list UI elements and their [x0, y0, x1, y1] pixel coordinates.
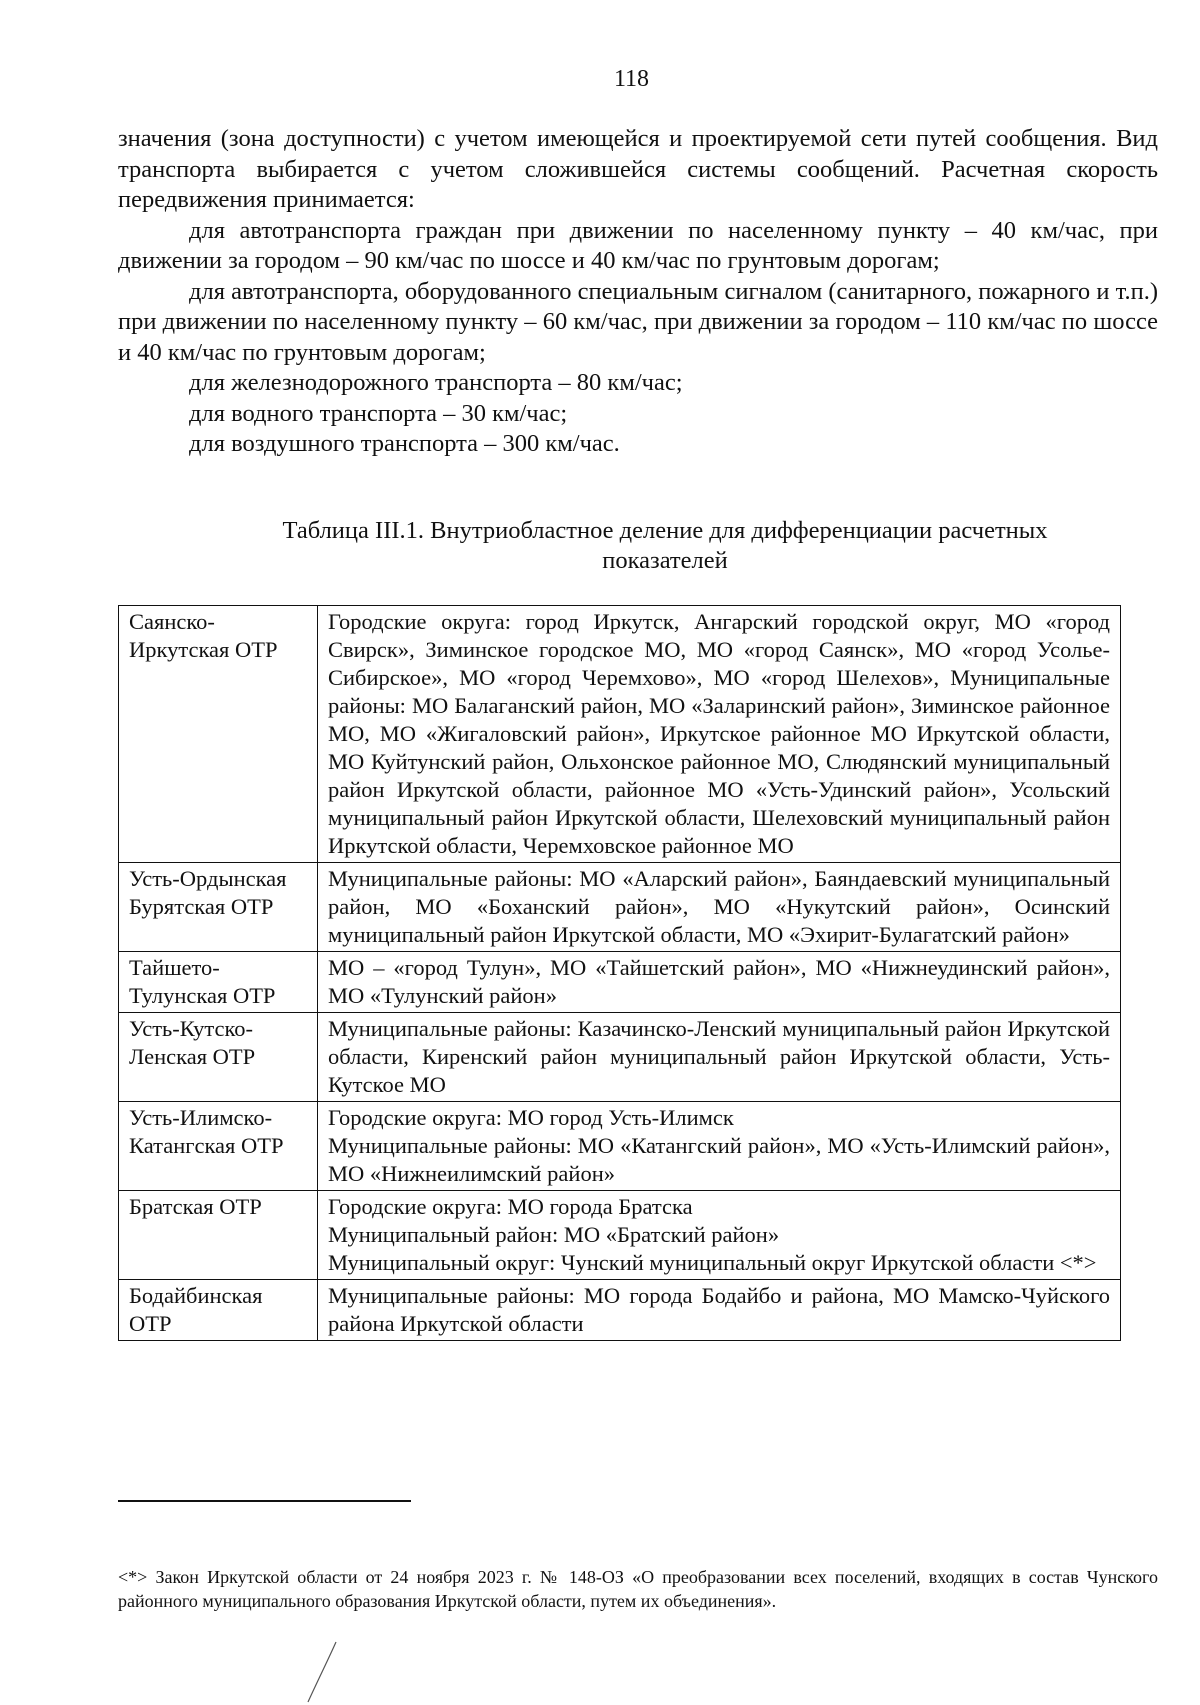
table-caption-line: показателей — [602, 547, 728, 574]
table-row — [119, 1191, 1121, 1280]
region-cell: Усть-Илимско-Катангская ОТР — [119, 1102, 318, 1191]
table-row — [119, 606, 1121, 863]
description-cell — [318, 863, 1121, 952]
table-caption-line: Таблица III.1. Внутриобластное деление для дифференциации расчетных — [282, 517, 1048, 544]
description-cell — [318, 1102, 1121, 1191]
region-cell: Тайшето-Тулунская ОТР — [119, 952, 318, 1013]
table-row — [119, 863, 1121, 952]
region-cell: Усть-Ордынская Бурятская ОТР — [119, 863, 318, 952]
description-line: Городские округа: МО город Усть-Илимск — [328, 1105, 734, 1130]
description-line: Муниципальный район: МО «Братский район» — [328, 1222, 780, 1247]
paragraph: для автотранспорта, оборудованного специальным сигналом (санитарного, пожарного и т.п.) при движении по населенному пункту – 60 км/час, при движении за городом – 110 км/час по шоссе и 40 км/час по грунтовым дорогам; — [118, 277, 1158, 366]
body-text — [118, 124, 1158, 460]
footnote-divider — [118, 1500, 411, 1502]
region-cell: Саянско-Иркутская ОТР — [119, 606, 318, 863]
description-line: Городские округа: город Иркутск, Ангарский городской округ, МО «город Свирск», Зиминское городское МО, МО «город Саянск», МО «город Усолье-Сибирское», МО «город Черемхово», МО «город Шелехов», Муниципальные районы: МО Балаганский район, МО «Заларинский район», Зиминское районное МО, МО «Жигаловский район», Иркутское районное МО Иркутской области, МО Куйтунский район, Ольхонское районное МО, Слюдянский муниципальный район Иркутской области, районное МО «Усть-Удинский район», Усольский муниципальный район Иркутской области, Шелеховский муниципальный район Иркутской области, Черемховское районное МО — [328, 609, 1110, 858]
paragraph: для воздушного транспорта – 300 км/час. — [189, 430, 620, 457]
table-row — [119, 1280, 1121, 1341]
description-cell — [318, 1280, 1121, 1341]
description-cell — [318, 1013, 1121, 1102]
table-row — [119, 952, 1121, 1013]
description-line: Муниципальные районы: МО города Бодайбо и района, МО Мамско-Чуйского района Иркутской области — [328, 1283, 1110, 1336]
description-line: Городские округа: МО города Братска — [328, 1194, 693, 1219]
scan-artifact-mark — [300, 1640, 340, 1705]
region-cell: Братская ОТР — [119, 1191, 318, 1280]
description-line: Муниципальные районы: МО «Аларский район», Баяндаевский муниципальный район, МО «Боханский район», МО «Нукутский район», Осинский муниципальный район Иркутской области, МО «Эхирит-Булагатский район» — [328, 866, 1110, 947]
table-row — [119, 1102, 1121, 1191]
paragraph: для железнодорожного транспорта – 80 км/час; — [189, 369, 683, 396]
otr-table — [118, 605, 1121, 1341]
region-cell: Бодайбинская ОТР — [119, 1280, 318, 1341]
description-line: Муниципальный округ: Чунский муниципальный округ Иркутской области <*> — [328, 1250, 1097, 1275]
page-number: 118 — [613, 66, 650, 92]
table-row — [119, 1013, 1121, 1102]
paragraph: для водного транспорта – 30 км/час; — [189, 399, 568, 427]
paragraph: значения (зона доступности) с учетом имеющейся и проектируемой сети путей сообщения. Вид транспорта выбирается с учетом сложившейся системы сообщений. Расчетная скорость передвижения принимается: — [118, 125, 1158, 213]
paragraph: для автотранспорта граждан при движении по населенному пункту – 40 км/час, при движении за городом – 90 км/час по шоссе и 40 км/час по грунтовым дорогам; — [118, 216, 1158, 274]
description-line: Муниципальные районы: МО «Катангский район», МО «Усть-Илимский район», МО «Нижнеилимский район» — [328, 1133, 1110, 1186]
description-line: Муниципальные районы: Казачинско-Ленский муниципальный район Иркутской области, Киренский район муниципальный район Иркутской области, Усть-Кутское МО — [328, 1016, 1110, 1097]
description-cell — [318, 1191, 1121, 1280]
description-line: МО – «город Тулун», МО «Тайшетский район», МО «Нижнеудинский район», МО «Тулунский район» — [328, 955, 1110, 1008]
description-cell — [318, 952, 1121, 1013]
description-cell — [318, 606, 1121, 863]
region-cell: Усть-Кутско-Ленская ОТР — [119, 1013, 318, 1102]
footnote: <*> Закон Иркутской области от 24 ноября 2023 г. № 148-ОЗ «О преобразовании всех поселений, входящих в состав Чунского районного муниципального образования Иркутской области, путем их объединения». — [118, 1567, 1158, 1611]
table-caption — [200, 516, 1130, 576]
